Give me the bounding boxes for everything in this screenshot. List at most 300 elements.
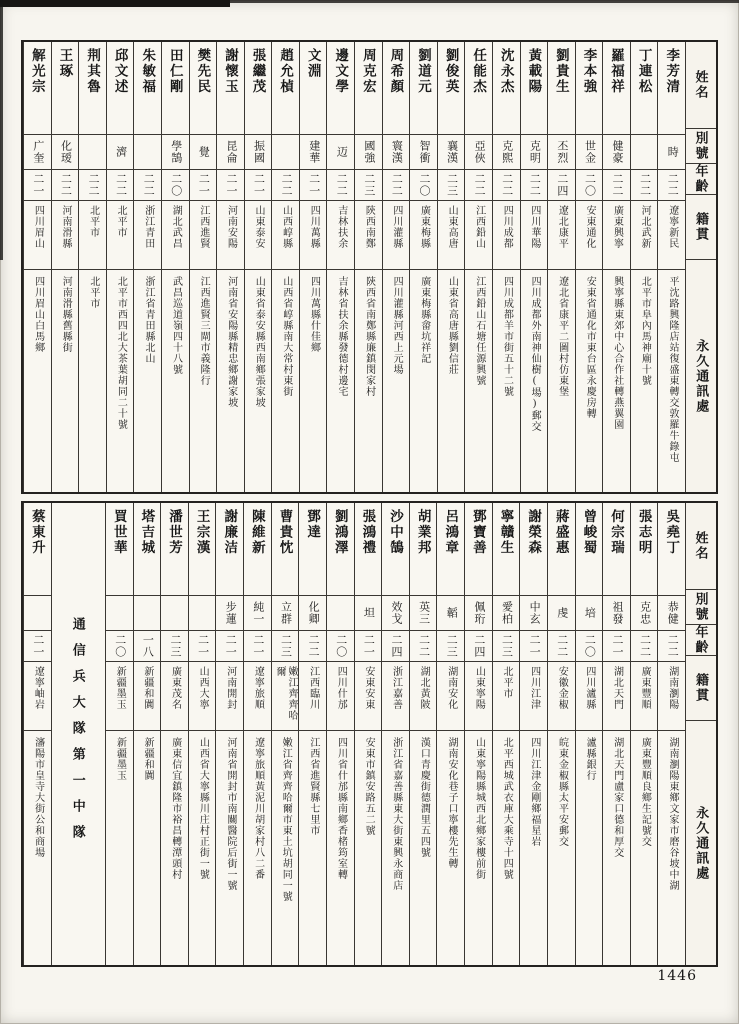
person-native (576, 662, 603, 731)
person-name-text: 蔣盛惠 (553, 509, 569, 556)
person-native-text: 浙江嘉善 (390, 666, 402, 710)
person-column (243, 503, 271, 965)
person-name (493, 503, 520, 596)
person-age-text: 二〇 (583, 173, 596, 197)
person-native (631, 201, 658, 270)
person-alias-text: 步蓮 (224, 601, 237, 625)
person-alias (245, 135, 272, 170)
scan-edge-left (0, 0, 3, 260)
person-age (520, 631, 547, 662)
person-native-text: 江西進賢 (197, 205, 209, 249)
person-native (631, 662, 658, 731)
person-address (134, 731, 161, 965)
person-name (355, 42, 382, 135)
person-name (161, 503, 188, 596)
person-alias-text: 克熙 (500, 140, 513, 164)
person-column (657, 42, 685, 492)
person-name-text: 朱敏福 (140, 48, 156, 95)
person-native (410, 201, 437, 270)
person-age-text: 二二 (87, 173, 100, 197)
person-address (272, 270, 299, 492)
person-native (52, 201, 79, 270)
field-label-alias (686, 590, 716, 625)
person-column (520, 42, 548, 492)
person-age (107, 170, 134, 201)
person-age-text: 二一 (224, 173, 237, 197)
person-age-text: 二二 (638, 634, 651, 658)
person-alias (520, 596, 547, 631)
person-address (548, 731, 575, 965)
field-label-age-text: 年齡 (693, 164, 709, 194)
person-name (327, 503, 354, 596)
person-address-text: 吉林省扶余縣發德村邊宅 (336, 276, 348, 397)
field-label-name-text: 姓名 (693, 531, 709, 561)
person-alias (383, 135, 410, 170)
person-native (603, 662, 630, 731)
person-native-text: 北平市 (500, 666, 512, 699)
person-name (410, 503, 437, 596)
person-name-text: 樊先民 (195, 48, 211, 95)
person-name-text: 買世華 (111, 509, 127, 556)
person-address-text: 山西省大寧縣川庄村正街一號 (197, 737, 209, 880)
person-address-text: 湖北天門盧家口德和厚交 (611, 737, 623, 858)
person-column (547, 42, 575, 492)
person-native-text: 新疆墨玉 (114, 666, 126, 710)
scan-smudge-top-left (0, 0, 230, 7)
person-alias (216, 596, 243, 631)
person-address-text: 浙江省青田縣北山 (142, 276, 154, 364)
person-age-text: 二一 (31, 634, 44, 658)
person-name-text: 曾峻蜀 (581, 509, 597, 556)
person-age (410, 170, 437, 201)
person-column (51, 42, 79, 492)
person-column (519, 503, 547, 965)
person-native-text: 河北武新 (639, 205, 651, 249)
person-alias-text: 純一 (251, 601, 264, 625)
person-column (409, 42, 437, 492)
person-age-text: 二二 (280, 173, 293, 197)
person-column (436, 503, 464, 965)
person-age (245, 170, 272, 201)
person-address-text: 河南省開封市南關醫院后街一號 (224, 737, 236, 891)
person-address-text: 遼寧旅順黃泥川胡家村八二番 (252, 737, 264, 880)
person-age (576, 170, 603, 201)
person-native-text: 山西崞縣 (280, 205, 292, 249)
person-age-text: 二二 (59, 173, 72, 197)
person-native (355, 662, 382, 731)
person-name-text: 丁連松 (636, 48, 652, 95)
person-age-text: 二三 (445, 173, 458, 197)
person-address-text: 武昌巡道嶺四十八號 (170, 276, 182, 375)
person-address-text: 安東省通化市東台區永慶房轉 (584, 276, 596, 419)
person-address-text: 山東省高唐縣劉信莊 (446, 276, 458, 375)
person-alias (134, 596, 161, 631)
person-alias (437, 596, 464, 631)
person-name (106, 503, 133, 596)
person-alias (658, 596, 685, 631)
person-alias (548, 135, 575, 170)
person-column (105, 503, 133, 965)
person-alias-text: 愛柏 (500, 601, 513, 625)
person-alias (631, 596, 658, 631)
person-address (410, 270, 437, 492)
person-name-text: 邱文述 (112, 48, 128, 95)
person-address-text: 山西省崞縣南大常村東街 (280, 276, 292, 397)
field-label-address-text: 永久通訊處 (694, 338, 710, 414)
person-native (189, 662, 216, 731)
person-native (134, 662, 161, 731)
person-age-text: 二二 (555, 634, 568, 658)
person-column (464, 42, 492, 492)
person-alias (272, 596, 299, 631)
person-name (465, 503, 492, 596)
person-name (134, 503, 161, 596)
person-address-text: 皖東金椒縣太平安郵交 (556, 737, 568, 847)
person-age-text: 二三 (362, 173, 375, 197)
person-address-text: 四川眉山白馬鄉 (32, 276, 44, 353)
person-native (107, 201, 134, 270)
person-alias (548, 596, 575, 631)
person-address (631, 731, 658, 965)
person-column (547, 503, 575, 965)
field-label-alias-text: 別號 (693, 592, 709, 622)
person-alias (24, 596, 51, 631)
person-name (383, 42, 410, 135)
person-address (299, 731, 326, 965)
person-address (437, 731, 464, 965)
person-alias (631, 135, 658, 170)
person-native-text: 四川成都 (501, 205, 513, 249)
field-label-age-text: 年齡 (693, 625, 709, 655)
person-native-text: 廣東梅縣 (418, 205, 430, 249)
person-native-text: 安徽金椒 (556, 666, 568, 710)
person-address (355, 270, 382, 492)
person-address-text: 瀘縣銀行 (584, 737, 596, 781)
person-column (271, 503, 299, 965)
person-column (189, 42, 217, 492)
person-address-text: 四川成都羊市街五十二號 (501, 276, 513, 397)
person-native-text: 河南開封 (224, 666, 236, 710)
person-column (244, 42, 272, 492)
person-native-text: 山東泰安 (253, 205, 265, 249)
person-native (272, 662, 299, 731)
person-native (106, 662, 133, 731)
person-age (548, 170, 575, 201)
person-name-text: 張志明 (636, 509, 652, 556)
person-column (160, 503, 188, 965)
person-age (24, 170, 51, 201)
person-age (493, 631, 520, 662)
person-address (465, 731, 492, 965)
person-address (383, 270, 410, 492)
person-native (437, 662, 464, 731)
person-age (327, 170, 354, 201)
person-age-text: 二〇 (169, 173, 182, 197)
person-native (245, 201, 272, 270)
person-name (327, 42, 354, 135)
person-name (548, 42, 575, 135)
person-age (603, 631, 630, 662)
person-native-text: 遼寧旅順 (252, 666, 264, 710)
person-alias-text: 寰漢 (390, 140, 403, 164)
person-name (52, 42, 79, 135)
person-age-text: 二二 (142, 173, 155, 197)
person-age-text: 二四 (389, 634, 402, 658)
person-alias-text: 效戈 (389, 601, 402, 625)
person-address (189, 731, 216, 965)
person-alias (576, 596, 603, 631)
person-native-text: 四川瀘縣 (583, 666, 595, 710)
person-address (658, 731, 685, 965)
person-native-text: 湖南安化 (445, 666, 457, 710)
unit-group-column (51, 503, 105, 965)
person-address (216, 731, 243, 965)
person-address-text: 新疆墨玉 (114, 737, 126, 781)
person-address (327, 731, 354, 965)
person-name-text: 張鴻禮 (360, 509, 376, 556)
person-alias (465, 596, 492, 631)
person-native (355, 201, 382, 270)
person-name-text: 荆其魯 (85, 48, 101, 95)
person-native-text: 遼寧新民 (666, 205, 678, 249)
person-native (603, 201, 630, 270)
person-native (24, 662, 51, 731)
person-address (548, 270, 575, 492)
person-name-text: 羅福祥 (609, 48, 625, 95)
person-native (217, 201, 244, 270)
unit-group-label: 通信兵大隊第一中隊 (70, 617, 86, 851)
person-age-text: 一八 (141, 634, 154, 658)
person-address-text: 新疆和闐 (142, 737, 154, 781)
person-age (134, 170, 161, 201)
person-alias (355, 135, 382, 170)
person-address (493, 270, 520, 492)
person-alias (107, 135, 134, 170)
person-age (658, 170, 685, 201)
person-native-text: 四川灌縣 (390, 205, 402, 249)
person-native (465, 662, 492, 731)
page-number: 1446 (657, 968, 697, 984)
person-alias-text: 健豪 (611, 140, 624, 164)
person-name (576, 503, 603, 596)
field-label-name (686, 503, 716, 590)
person-native (272, 201, 299, 270)
person-age-text: 二二 (500, 173, 513, 197)
person-column (106, 42, 134, 492)
person-alias (299, 596, 326, 631)
person-address (520, 731, 547, 965)
person-name (382, 503, 409, 596)
person-name (79, 42, 106, 135)
person-alias-text: 广奎 (31, 140, 44, 164)
person-age-text: 二一 (610, 634, 623, 658)
person-alias-text: 丕烈 (555, 140, 568, 164)
person-column (354, 42, 382, 492)
person-alias (134, 135, 161, 170)
field-label-name-text: 姓名 (693, 70, 709, 100)
person-age-text: 二二 (335, 173, 348, 197)
person-name (299, 503, 326, 596)
person-address (217, 270, 244, 492)
person-column (23, 503, 51, 965)
person-age (603, 170, 630, 201)
person-native-text: 江西臨川 (307, 666, 319, 710)
person-name-text: 文淵 (305, 48, 321, 79)
person-native (520, 662, 547, 731)
person-name-text: 周克宏 (360, 48, 376, 95)
person-name-text: 陳維新 (249, 509, 265, 556)
person-alias (465, 135, 492, 170)
person-address-text: 山東寧陽縣城西北鄉家樓前街 (473, 737, 485, 880)
field-label-name (686, 42, 716, 129)
person-native-text: 江西鉛山 (473, 205, 485, 249)
field-label-native-text: 籍貫 (694, 673, 709, 703)
person-native-text: 四川眉山 (32, 205, 44, 249)
person-alias (52, 135, 79, 170)
person-alias (272, 135, 299, 170)
person-alias (189, 596, 216, 631)
person-name-text: 潘世芳 (166, 509, 182, 556)
person-native-text: 河南滑縣 (59, 205, 71, 249)
person-native (438, 201, 465, 270)
person-age (576, 631, 603, 662)
person-address (24, 270, 51, 492)
person-address-text: 四川成都外南神仙樹(場)郵交 (529, 276, 541, 432)
person-column (575, 42, 603, 492)
person-alias-text: 虔 (555, 607, 568, 619)
person-native (327, 201, 354, 270)
person-alias-text: 世金 (583, 140, 596, 164)
person-age-text: 二〇 (418, 173, 430, 197)
person-address-text: 四川省什邡縣南鄉香楮筠室轉 (335, 737, 347, 880)
person-age (493, 170, 520, 201)
person-name-text: 田仁剛 (167, 48, 183, 95)
person-age-text: 二二 (473, 173, 486, 197)
person-native (134, 201, 161, 270)
person-column (602, 503, 630, 965)
person-name-text: 解光宗 (29, 48, 45, 95)
person-column (216, 42, 244, 492)
person-age-text: 二二 (638, 173, 651, 197)
person-native-text: 北平市 (115, 205, 127, 238)
roster-table-top (21, 40, 718, 494)
person-name (134, 42, 161, 135)
person-address-text: 四川萬縣什佳鄉 (308, 276, 320, 353)
field-label-alias (686, 129, 716, 164)
person-native (658, 201, 685, 270)
person-name (355, 503, 382, 596)
person-name-text: 任能杰 (471, 48, 487, 95)
person-age (465, 170, 492, 201)
person-age (272, 631, 299, 662)
person-name-text: 李芳清 (664, 48, 680, 95)
person-alias (493, 596, 520, 631)
person-native (493, 201, 520, 270)
person-age-text: 二二 (390, 173, 403, 197)
person-native-text: 安東安東 (362, 666, 374, 710)
person-age (272, 170, 299, 201)
person-age (521, 170, 548, 201)
person-age-text: 二二 (307, 634, 320, 658)
person-name (190, 42, 217, 135)
person-native-text: 四川華陽 (528, 205, 540, 249)
person-native (162, 201, 189, 270)
person-native-text: 北平市 (87, 205, 99, 238)
person-age (217, 170, 244, 201)
person-native-text: 新疆和闐 (141, 666, 153, 710)
person-address (107, 270, 134, 492)
person-alias-text: 英三 (417, 601, 430, 625)
person-address-text: 瀋陽市皇寺大街公和商場 (32, 737, 44, 858)
person-name-text: 沙中鵠 (387, 509, 403, 556)
person-column (464, 503, 492, 965)
person-alias-text: 建華 (307, 140, 320, 164)
person-native (79, 201, 106, 270)
person-age (631, 170, 658, 201)
person-address (300, 270, 327, 492)
person-column (215, 503, 243, 965)
person-age-text: 二二 (611, 173, 624, 197)
person-age (658, 631, 685, 662)
person-address-text: 四川灌縣河西上元場 (391, 276, 403, 375)
person-native (24, 201, 51, 270)
person-native-text: 四川什邡 (335, 666, 347, 710)
person-age-text: 二二 (666, 173, 679, 197)
person-name (24, 42, 51, 135)
person-address-text: 江西鉛山石塘任源興號 (473, 276, 485, 386)
person-column (298, 503, 326, 965)
person-native-text: 山東寧陽 (473, 666, 485, 710)
person-alias-text: 祖發 (610, 601, 623, 625)
person-native-text: 廣東豐順 (639, 666, 651, 710)
person-alias-text: 時 (666, 146, 679, 158)
person-age (190, 170, 217, 201)
person-age (410, 631, 437, 662)
person-alias-text: 佩珩 (472, 601, 485, 625)
person-alias-text: 亞俠 (473, 140, 486, 164)
person-alias (106, 596, 133, 631)
person-age (355, 170, 382, 201)
person-alias-text: 克忠 (638, 601, 651, 625)
person-age-text: 二一 (31, 173, 44, 197)
person-address (658, 270, 685, 492)
person-address-text: 安東市鎮安路五二號 (363, 737, 375, 836)
person-address-text: 江西省進賢縣七里市 (307, 737, 319, 836)
person-name (465, 42, 492, 135)
person-name (300, 42, 327, 135)
person-age (631, 631, 658, 662)
person-age (299, 631, 326, 662)
person-name-text: 劉道元 (416, 48, 431, 95)
person-name (658, 503, 685, 596)
person-native (190, 201, 217, 270)
person-address-text: 江西進賢三閘市義隆行 (198, 276, 210, 386)
person-alias-text: 智衝 (418, 140, 430, 164)
field-label-age (686, 625, 716, 656)
person-name-text: 周希顏 (388, 48, 404, 95)
person-name-text: 劉貴生 (553, 48, 569, 95)
person-alias-text: 學鵠 (169, 140, 182, 164)
person-name (603, 503, 630, 596)
person-age (216, 631, 243, 662)
person-native (216, 662, 243, 731)
person-address-text: 嫩江省齊齊哈爾市東土坑胡同一號 (280, 737, 292, 902)
person-alias-text: 振國 (252, 140, 265, 164)
person-address-text: 湖南瀏陽東鄉文家市磨谷坡中湖 (666, 737, 678, 891)
person-native (410, 662, 437, 731)
person-native-text: 安東通化 (583, 205, 595, 249)
person-alias (382, 596, 409, 631)
